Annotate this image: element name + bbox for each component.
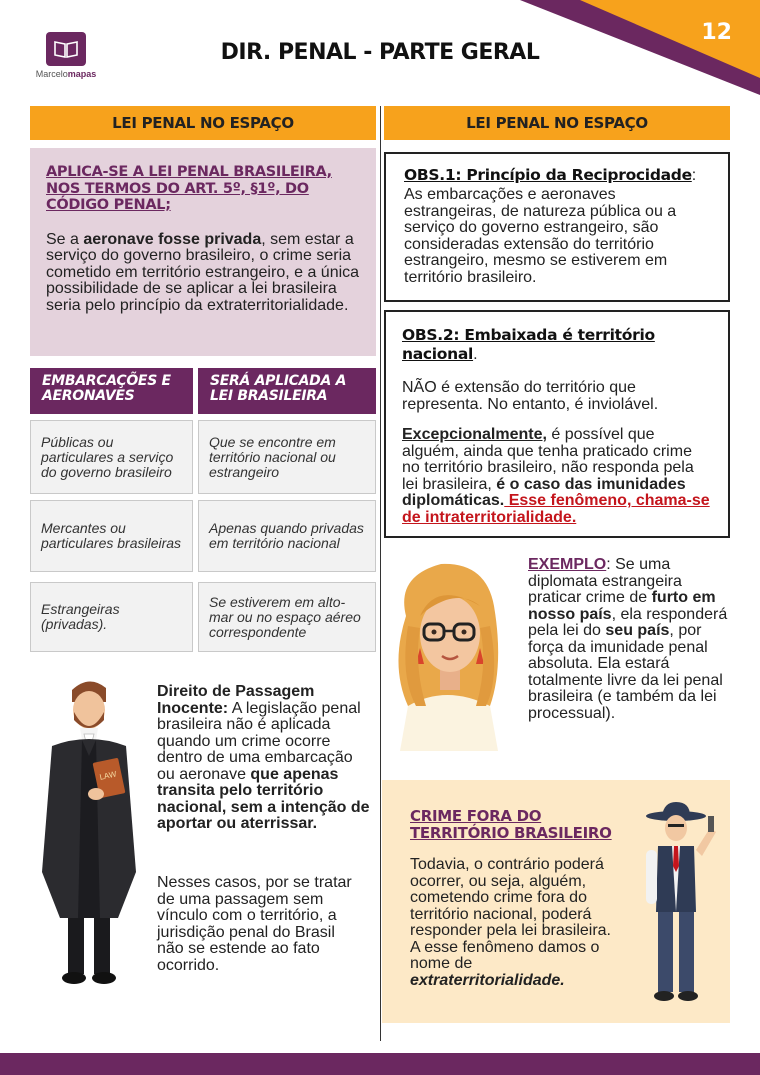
page-title: DIR. PENAL - PARTE GERAL <box>220 40 540 65</box>
page-number: 12 <box>701 20 732 45</box>
obs1-box <box>384 152 730 302</box>
table-cell: Se estiverem em alto-mar ou no espaço aéreo correspondente <box>198 582 376 652</box>
obs2-box <box>384 310 730 538</box>
footer-bar <box>0 1053 760 1075</box>
detective-illustration <box>636 800 726 1005</box>
obs2-title: OBS.2: Embaixada é território nacional. <box>402 326 655 363</box>
passage-text: Direito de Passagem Inocente: A legislação penal brasileira não é aplicada quando um crime ocorre dentro de uma embarcação ou aeronave que apenas transita pelo território nacional, sem a intenção de aportar ou aterrissar. <box>157 683 370 832</box>
section-bar-left: LEI PENAL NO ESPAÇO <box>30 106 376 140</box>
table-header-applied: SERÁ APLICADA A LEI BRASILEIRA <box>198 368 376 414</box>
table-cell: Apenas quando privadas em território nacional <box>198 500 376 572</box>
pink-box-title: APLICA-SE A LEI PENAL BRASILEIRA, NOS TERMOS DO ART. 5º, §1º, DO CÓDIGO PENAL; <box>46 164 332 213</box>
law-book-label: LAW <box>98 769 118 782</box>
table-cell: Públicas ou particulares a serviço do governo brasileiro <box>30 420 193 494</box>
lawyer-illustration <box>34 672 144 992</box>
obs1-title: OBS.1: Princípio da Reciprocidade: <box>404 166 697 184</box>
table-cell: Estrangeiras (privadas). <box>30 582 193 652</box>
column-divider <box>380 106 381 1041</box>
pink-box-text: Se a aeronave fosse privada, sem estar a serviço do governo brasileiro, o crime seria cometido em território estrangeiro, e a única possibilidade de se aplicar a lei brasileira seria pelo princípio da extraterritorialidade. <box>46 230 360 314</box>
table-header-vessels: EMBARCAÇÕES E AERONAVES <box>30 368 193 414</box>
woman-diplomat-illustration <box>386 556 516 751</box>
section-bar-right: LEI PENAL NO ESPAÇO <box>384 106 730 140</box>
pink-box <box>30 148 376 356</box>
table-cell: Mercantes ou particulares brasileiras <box>30 500 193 572</box>
obs1-text: As embarcações e aeronaves estrangeiras, de natureza pública ou a serviço do governo estrangeiro, são consideradas extensão do território estrangeiro, mesmo se estiverem em território brasileiro. <box>404 186 677 286</box>
crime-box-title: CRIME FORA DO TERRITÓRIO BRASILEIRO <box>410 807 612 842</box>
logo-text: Marcelomapas <box>35 69 97 79</box>
passage-text-2: Nesses casos, por se tratar de uma passagem sem vínculo com o território, a jurisdição penal do Brasil não se estende ao fato ocorrido. <box>157 874 352 974</box>
table-cell: Que se encontre em território nacional ou estrangeiro <box>198 420 376 494</box>
obs2-exception-text: Excepcionalmente, é possível que alguém, ainda que tenha praticado crime no território brasileiro, não responda pela lei brasileira, é o caso das imunidades diplomáticas. Esse fenômeno, chama-se de intraterritorialidade. <box>402 426 710 526</box>
crime-box-text: Todavia, o contrário poderá ocorrer, ou seja, alguém, cometendo crime fora do território nacional, poderá responder pela lei brasileira. A esse fenômeno damos o nome de extraterritorialidade. <box>410 856 611 989</box>
example-text: EXEMPLO: Se uma diplomata estrangeira praticar crime de furto em nosso país, ela responderá pela lei do seu país, por força da imunidade penal absoluta. Ela estará totalmente livre da lei penal brasileira (e também da lei processual). <box>528 556 728 722</box>
obs2-text: NÃO é extensão do território que representa. No entanto, é inviolável. <box>402 379 659 413</box>
